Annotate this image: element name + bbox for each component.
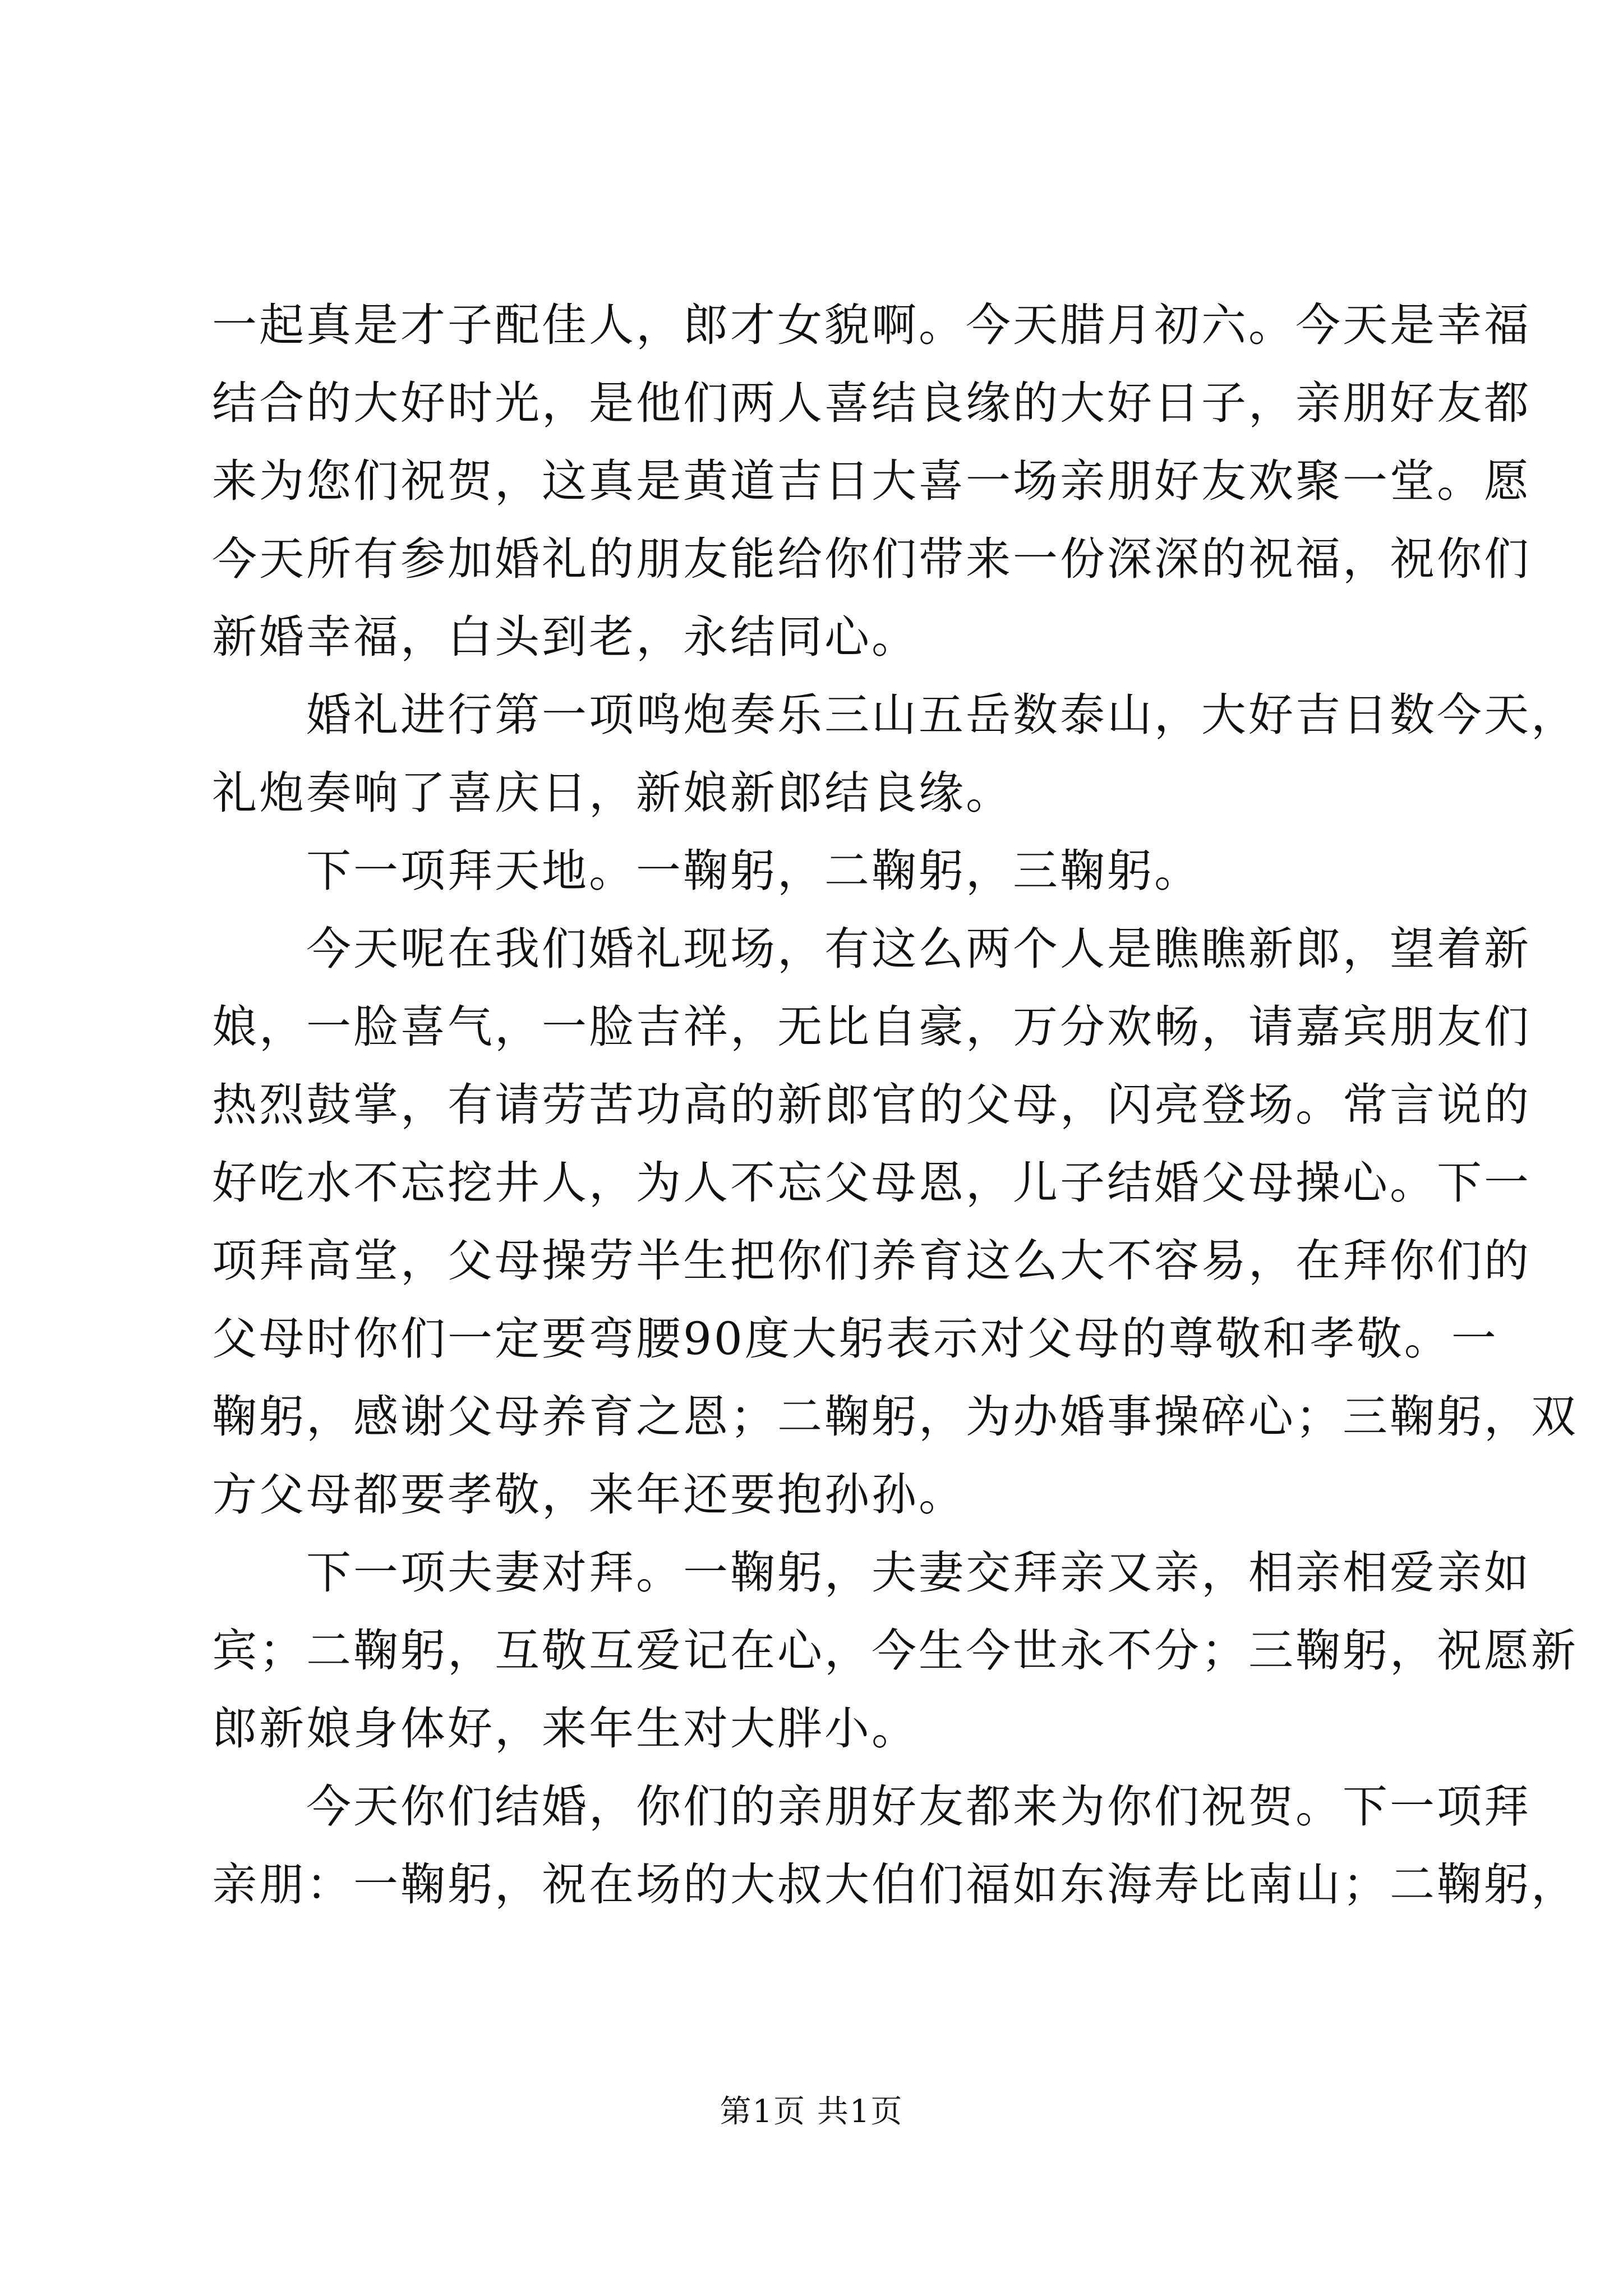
text-line: 礼炮奏响了喜庆日，新娘新郎结良缘。 — [212, 767, 1013, 819]
text-line: 今天所有参加婚礼的朋友能给你们带来一份深深的祝福，祝你们 — [212, 533, 1531, 585]
text-line: 方父母都要孝敬，来年还要抱孙孙。 — [212, 1469, 966, 1521]
text-line: 新婚幸福，白头到老，永结同心。 — [212, 611, 919, 663]
text-line: 项拜高堂，父母操劳半生把你们养育这么大不容易，在拜你们的 — [212, 1235, 1531, 1287]
text-line: 好吃水不忘挖井人，为人不忘父母恩，儿子结婚父母操心。下一 — [212, 1157, 1531, 1209]
text-line: 鞠躬，感谢父母养育之恩；二鞠躬，为办婚事操碎心；三鞠躬，双 — [212, 1391, 1578, 1443]
text-line: 来为您们祝贺，这真是黄道吉日大喜一场亲朋好友欢聚一堂。愿 — [212, 455, 1531, 507]
text-line: 亲朋：一鞠躬，祝在场的大叔大伯们福如东海寿比南山；二鞠躬， — [212, 1858, 1578, 1911]
text-line: 郎新娘身体好，来年生对大胖小。 — [212, 1703, 919, 1755]
text-line: 下一项拜天地。一鞠躬，二鞠躬，三鞠躬。 — [212, 845, 1201, 897]
text-line: 下一项夫妻对拜。一鞠躬，夫妻交拜亲又亲，相亲相爱亲如 — [212, 1547, 1531, 1599]
text-line: 热烈鼓掌，有请劳苦功高的新郎官的父母，闪亮登场。常言说的 — [212, 1079, 1531, 1131]
document-body — [212, 286, 1578, 1924]
text-line: 娘，一脸喜气，一脸吉祥，无比自豪，万分欢畅，请嘉宾朋友们 — [212, 1001, 1531, 1053]
text-line: 婚礼进行第一项鸣炮奏乐三山五岳数泰山，大好吉日数今天， — [212, 689, 1578, 741]
text-line: 宾；二鞠躬，互敬互爱记在心，今生今世永不分；三鞠躬，祝愿新 — [212, 1625, 1578, 1677]
page-number-footer: 第1页 共1页 — [720, 2093, 903, 2130]
text-line: 今天呢在我们婚礼现场，有这么两个人是瞧瞧新郎，望着新 — [212, 923, 1531, 975]
text-line: 父母时你们一定要弯腰90度大躬表示对父母的尊敬和孝敬。一 — [212, 1313, 1498, 1365]
text-line: 一起真是才子配佳人，郎才女貌啊。今天腊月初六。今天是幸福 — [212, 299, 1531, 351]
text-line: 结合的大好时光，是他们两人喜结良缘的大好日子，亲朋好友都 — [212, 377, 1531, 429]
text-line: 今天你们结婚，你们的亲朋好友都来为你们祝贺。下一项拜 — [212, 1780, 1531, 1833]
